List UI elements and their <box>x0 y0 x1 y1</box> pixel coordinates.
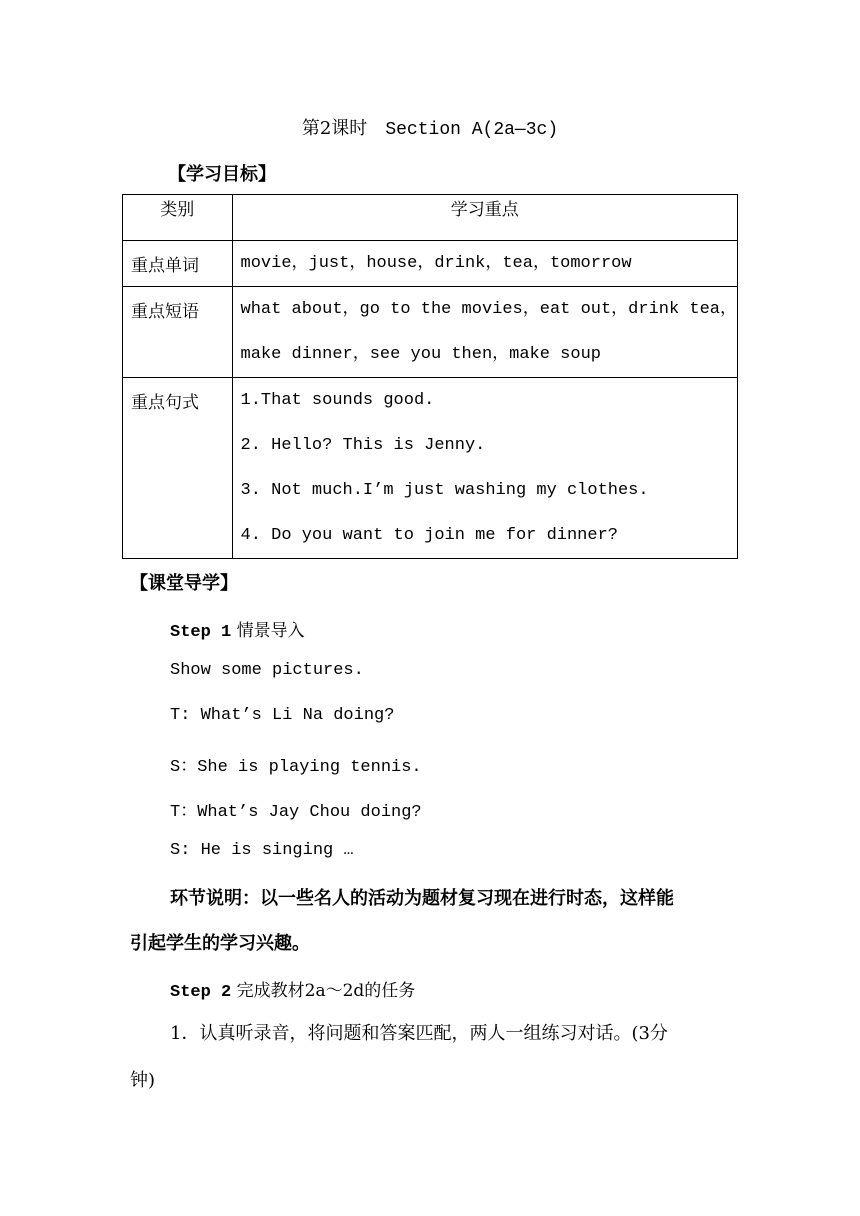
step2-title: 完成教材2a～2d的任务 <box>236 981 416 1001</box>
dialogue-line: T: What’s Li Na doing? <box>170 706 395 725</box>
step2-label: Step 2 <box>170 983 232 1002</box>
note-line-2: 引起学生的学习兴趣。 <box>130 933 310 954</box>
row-content <box>232 287 737 378</box>
table-row <box>123 287 738 378</box>
lesson-number: 第2课时 <box>301 118 368 139</box>
step2-heading <box>170 976 415 1002</box>
step1-heading <box>170 616 305 642</box>
row-content <box>232 241 737 287</box>
guide-heading: 【课堂导学】 <box>130 573 238 594</box>
header-focus: 学习重点 <box>232 195 737 241</box>
content-line: movie，just，house，drink，tea，tomorrow <box>240 254 632 273</box>
row-category: 重点句式 <box>123 378 233 559</box>
lesson-title <box>0 114 860 140</box>
content-line: 1.That sounds good. <box>240 391 435 410</box>
row-category: 重点单词 <box>123 241 233 287</box>
content-line: 2. Hello? This is Jenny. <box>240 436 486 455</box>
dialogue-line: Show some pictures. <box>170 661 364 680</box>
task1-line-1: 1．认真听录音，将问题和答案匹配，两人一组练习对话。(3分 <box>170 1023 668 1044</box>
table-header-row <box>123 195 738 241</box>
dialogue-line: S: He is singing … <box>170 841 354 860</box>
section-label: Section A(2a—3c) <box>385 120 559 140</box>
dialogue-line: S：She is playing tennis. <box>170 758 422 777</box>
header-category: 类别 <box>123 195 233 241</box>
row-content <box>232 378 737 559</box>
objectives-heading: 【学习目标】 <box>168 164 276 185</box>
step1-label: Step 1 <box>170 623 232 642</box>
content-line: 4. Do you want to join me for dinner? <box>240 526 618 545</box>
dialogue-line: T：What’s Jay Chou doing? <box>170 803 422 822</box>
content-line: 3. Not much.I’m just washing my clothes. <box>240 481 649 500</box>
content-line: what about，go to the movies，eat out，drink tea， <box>240 300 737 319</box>
note-line-1: 环节说明：以一些名人的活动为题材复习现在进行时态，这样能 <box>170 888 674 909</box>
table-row <box>123 378 738 559</box>
row-category: 重点短语 <box>123 287 233 378</box>
table-row <box>123 241 738 287</box>
content-line: make dinner，see you then，make soup <box>240 345 601 364</box>
step1-title: 情景导入 <box>236 621 305 641</box>
task1-line-2: 钟) <box>130 1070 156 1091</box>
objectives-table <box>122 194 738 559</box>
